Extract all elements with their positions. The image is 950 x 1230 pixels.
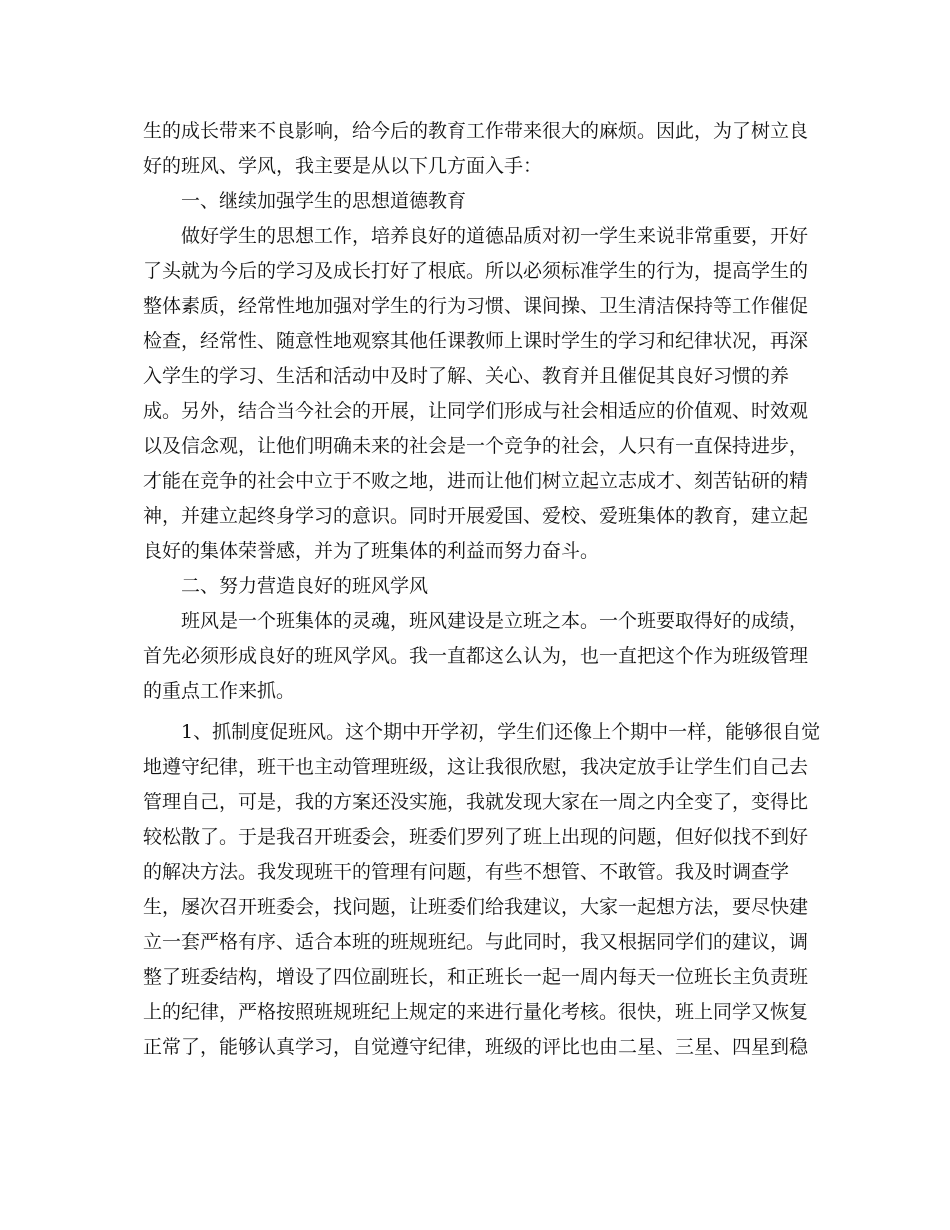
section-heading: 二、努力营造良好的班风学风 xyxy=(181,575,429,597)
text-line: 地遵守纪律，班干也主动管理班级，这让我很欣慰，我决定放手让学生们自己去 xyxy=(143,756,809,778)
text-line: 正常了，能够认真学习，自觉遵守纪律，班级的评比也由二星、三星、四星到稳 xyxy=(143,1036,809,1058)
text-line: 的解决方法。我发现班干的管理有问题，有些不想管、不敢管。我及时调查学 xyxy=(143,861,790,883)
text-line: 成。另外，结合当今社会的开展，让同学们形成与社会相适应的价值观、时效观 xyxy=(143,400,809,422)
text-line: 的重点工作来抓。 xyxy=(143,680,296,702)
text-line: 管理自己，可是，我的方案还没实施，我就发现大家在一周之内全变了，变得比 xyxy=(143,791,809,813)
text-line: 入学生的学习、生活和活动中及时了解、关心、教育并且催促其良好习惯的养 xyxy=(143,365,790,387)
text-line: 好的班风、学风，我主要是从以下几方面入手： xyxy=(143,155,543,177)
text-line: 检查，经常性、随意性地观察其他任课教师上课时学生的学习和纪律状况，再深 xyxy=(143,330,809,352)
text-line: 生的成长带来不良影响，给今后的教育工作带来很大的麻烦。因此，为了树立良 xyxy=(143,120,809,142)
text-line: 才能在竞争的社会中立于不败之地，进而让他们树立起立志成才、刻苦钻研的精 xyxy=(143,470,809,492)
text-line: 生，屡次召开班委会，找问题，让班委们给我建议，大家一起想方法，要尽快建 xyxy=(143,896,809,918)
text-line: 神，并建立起终身学习的意识。同时开展爱国、爱校、爱班集体的教育，建立起 xyxy=(143,505,809,527)
text-line: 立一套严格有序、适合本班的班规班纪。与此同时，我又根据同学们的建议，调 xyxy=(143,931,809,953)
document-body xyxy=(143,114,821,1065)
text-line: 上的纪律，严格按照班规班纪上规定的来进行量化考核。很快，班上同学又恢复 xyxy=(143,1001,809,1023)
text-line: 1、抓制度促班风。这个期中开学初，学生们还像上个期中一样，能够很自觉 xyxy=(181,721,821,743)
section-heading: 一、继续加强学生的思想道德教育 xyxy=(181,190,467,212)
text-line: 了头就为今后的学习及成长打好了根底。所以必须标准学生的行为，提高学生的 xyxy=(143,260,809,282)
text-line: 做好学生的思想工作，培养良好的道德品质对初一学生来说非常重要，开好 xyxy=(181,225,809,247)
text-line: 整体素质，经常性地加强对学生的行为习惯、课间操、卫生清洁保持等工作催促 xyxy=(143,295,809,317)
text-line: 以及信念观，让他们明确未来的社会是一个竞争的社会，人只有一直保持进步， xyxy=(143,435,809,457)
text-line: 首先必须形成良好的班风学风。我一直都这么认为，也一直把这个作为班级管理 xyxy=(143,645,809,667)
text-line: 较松散了。于是我召开班委会，班委们罗列了班上出现的问题，但好似找不到好 xyxy=(143,826,809,848)
text-line: 整了班委结构，增设了四位副班长，和正班长一起一周内每天一位班长主负责班 xyxy=(143,966,809,988)
text-line: 班风是一个班集体的灵魂，班风建设是立班之本。一个班要取得好的成绩， xyxy=(181,610,809,632)
text-line: 良好的集体荣誉感，并为了班集体的利益而努力奋斗。 xyxy=(143,540,600,562)
